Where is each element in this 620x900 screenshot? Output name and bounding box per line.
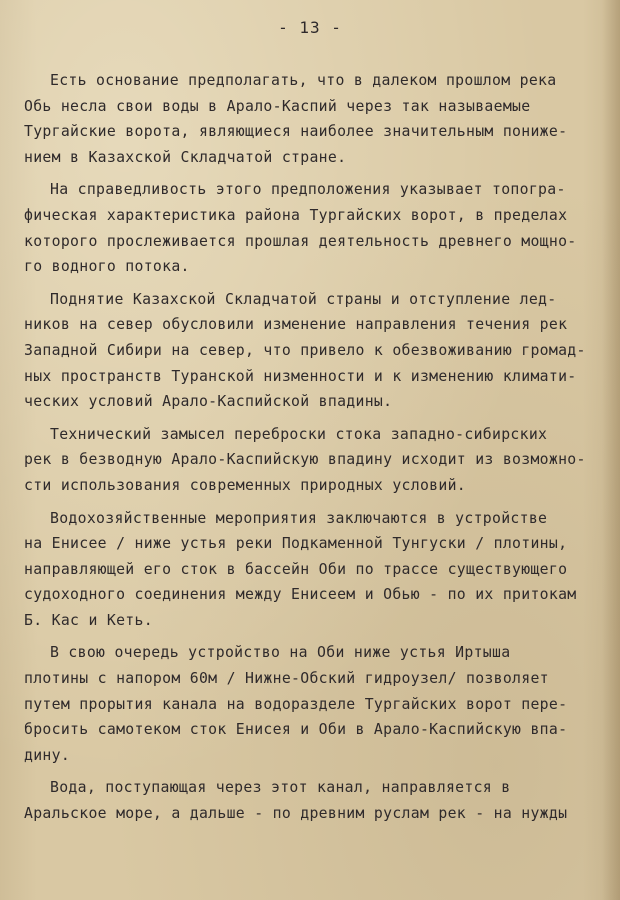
text-line: ных пространств Туранской низменности и к изменению климати-	[24, 367, 577, 385]
text-line: ников на север обусловили изменение направления течения рек	[24, 316, 568, 334]
text-line: фическая характеристика района Тургайских ворот, в пределах	[24, 206, 568, 224]
text-line: Аральское море, а дальше - по древним руслам рек - на нужды	[24, 805, 568, 823]
text-line: ческих условий Арало-Каспийской впадины.	[24, 393, 393, 411]
text-line: рек в безводную Арало-Каспийскую впадину исходит из возможно-	[24, 451, 586, 469]
text-line: плотины с напором 60м / Нижне-Обский гидроузел/ позволяет	[24, 670, 549, 688]
text-line: Обь несла свои воды в Арало-Каспий через так называемые	[24, 97, 531, 115]
text-line: дину.	[24, 746, 71, 764]
text-line: судоходного соединения между Енисеем и Обью - по их притокам	[24, 586, 577, 604]
text-line: нием в Казахской Складчатой стране.	[24, 148, 347, 166]
page-number: - 13 -	[278, 18, 342, 37]
text-line: которого прослеживается прошлая деятельность древнего мощно-	[24, 232, 577, 250]
text-line: Вода, поступающая через этот канал, направляется в	[50, 779, 511, 797]
text-line: го водного потока.	[24, 258, 190, 276]
text-line: сти использования современных природных условий.	[24, 476, 467, 494]
text-line: Западной Сибири на север, что привело к обезвоживанию громад-	[24, 341, 586, 359]
text-line: на Енисее / ниже устья реки Подкаменной Тунгуски / плотины,	[24, 535, 568, 553]
text-line: Есть основание предполагать, что в далеком прошлом река	[50, 72, 557, 89]
text-line: направляющей его сток в бассейн Оби по трассе существующего	[24, 560, 568, 578]
text-line: Поднятие Казахской Складчатой страны и отступление лед-	[50, 290, 557, 308]
text-line: путем прорытия канала на водоразделе Тургайских ворот пере-	[24, 695, 568, 713]
text-line: В свою очередь устройство на Оби ниже устья Иртыша	[50, 644, 511, 662]
text-line: Б. Кас и Кеть.	[24, 611, 153, 629]
text-line: бросить самотеком сток Енисея и Оби в Арало-Каспийскую впа-	[24, 721, 568, 739]
text-line: На справедливость этого предположения указывает топогра-	[50, 181, 566, 199]
text-line: Тургайские ворота, являющиеся наиболее значительным пониже-	[24, 123, 568, 141]
text-line: Технический замысел переброски стока западно-сибирских	[50, 425, 548, 443]
text-line: Водохозяйственные мероприятия заключаются в устройстве	[50, 509, 548, 527]
typewritten-text-block	[24, 68, 614, 827]
